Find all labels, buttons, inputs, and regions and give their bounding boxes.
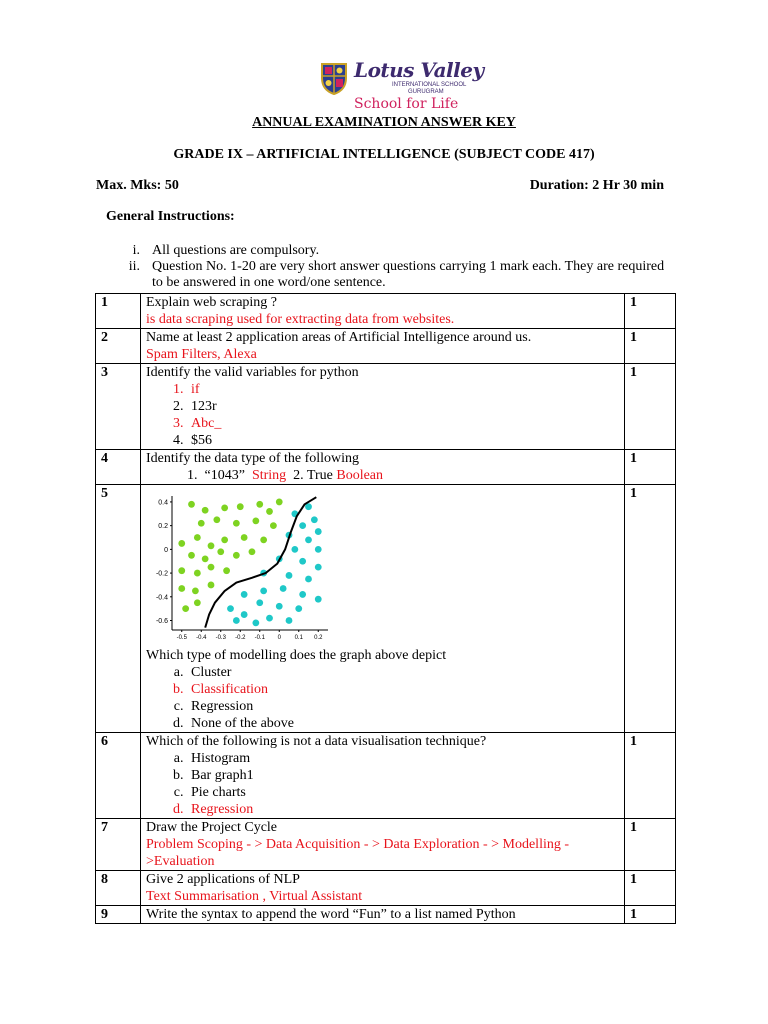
option-item: 2. 123r bbox=[187, 398, 620, 415]
option-item: 3. Abc_ bbox=[187, 415, 620, 432]
school-sub-2: GURUGRAM bbox=[408, 89, 444, 95]
datatype-line bbox=[146, 467, 620, 484]
school-name: Lotus Valley bbox=[354, 58, 484, 82]
options-list bbox=[146, 750, 620, 818]
point-class-a bbox=[213, 516, 220, 523]
doc-subtitle: GRADE IX – ARTIFICIAL INTELLIGENCE (SUBJECT CODE 417) bbox=[173, 147, 595, 162]
x-tick-label: -0.3 bbox=[215, 635, 226, 641]
point-class-b bbox=[260, 587, 267, 594]
table-row bbox=[96, 819, 676, 871]
question-text: Which type of modelling does the graph above depict bbox=[146, 648, 447, 663]
point-class-b bbox=[286, 572, 293, 579]
point-class-b bbox=[305, 576, 312, 583]
school-tagline: School for Life bbox=[354, 96, 459, 112]
school-logo bbox=[316, 56, 484, 114]
point-class-b bbox=[286, 617, 293, 624]
point-class-b bbox=[315, 528, 322, 535]
point-class-b bbox=[252, 619, 259, 626]
point-class-a bbox=[221, 504, 228, 511]
option-item: a. Cluster bbox=[187, 664, 620, 681]
point-class-b bbox=[299, 558, 306, 565]
point-class-b bbox=[256, 599, 263, 606]
point-class-a bbox=[237, 503, 244, 510]
question-text: Which of the following is not a data visualisation technique? bbox=[146, 734, 487, 749]
point-class-a bbox=[194, 570, 201, 577]
options-list bbox=[146, 664, 620, 732]
scatter-plot bbox=[148, 490, 332, 642]
marks: 1 bbox=[625, 329, 676, 364]
table-row bbox=[96, 871, 676, 906]
option-item: c. Regression bbox=[187, 698, 620, 715]
question-cell bbox=[141, 294, 625, 329]
answer-text: Boolean bbox=[336, 468, 384, 483]
duration: Duration: 2 Hr 30 min bbox=[529, 178, 664, 193]
question-text: Give 2 applications of NLP bbox=[146, 872, 300, 887]
y-tick-label: -0.2 bbox=[155, 570, 168, 578]
point-class-b bbox=[315, 596, 322, 603]
instructions-heading: General Instructions: bbox=[106, 209, 235, 224]
point-class-a bbox=[178, 567, 185, 574]
table-row bbox=[96, 294, 676, 329]
doc-title: ANNUAL EXAMINATION ANSWER KEY bbox=[252, 115, 516, 130]
point-class-a bbox=[233, 520, 240, 527]
option-item: 4. $56 bbox=[187, 432, 620, 449]
table-row bbox=[96, 733, 676, 819]
instruction-text: Question No. 1-20 are very short answer questions carrying 1 mark each. They are required to be answered in one word/one sentence. bbox=[152, 259, 665, 290]
question-cell bbox=[141, 906, 625, 924]
point-class-a bbox=[221, 536, 228, 543]
option-item: c. Pie charts bbox=[187, 784, 620, 801]
option-item: d. None of the above bbox=[187, 715, 620, 732]
point-class-a bbox=[256, 501, 263, 508]
instructions-list bbox=[112, 243, 672, 291]
question-cell bbox=[141, 733, 625, 819]
point-class-b bbox=[227, 605, 234, 612]
item-prefix: 1. bbox=[187, 468, 198, 483]
option-item: b. Classification bbox=[187, 681, 620, 698]
question-cell bbox=[141, 485, 625, 733]
answer-text: is data scraping used for extracting data from websites. bbox=[146, 312, 455, 327]
point-class-a bbox=[276, 499, 283, 506]
option-item: 1. if bbox=[187, 381, 620, 398]
question-cell bbox=[141, 364, 625, 450]
point-class-a bbox=[270, 522, 277, 529]
point-class-b bbox=[233, 617, 240, 624]
question-text: Explain web scraping ? bbox=[146, 295, 278, 310]
marks: 1 bbox=[625, 485, 676, 733]
option-item: a. Histogram bbox=[187, 750, 620, 767]
x-tick-label: 0.1 bbox=[294, 635, 303, 641]
crest-icon bbox=[316, 60, 352, 96]
question-number: 6 bbox=[96, 733, 141, 819]
point-class-b bbox=[299, 522, 306, 529]
point-class-a bbox=[178, 585, 185, 592]
option-item: b. Bar graph1 bbox=[187, 767, 620, 784]
question-number: 4 bbox=[96, 450, 141, 485]
y-tick-label: -0.6 bbox=[155, 618, 168, 626]
table-row bbox=[96, 329, 676, 364]
question-number: 3 bbox=[96, 364, 141, 450]
instruction-number: ii. bbox=[128, 259, 140, 274]
max-marks: Max. Mks: 50 bbox=[96, 178, 179, 193]
question-number: 2 bbox=[96, 329, 141, 364]
item-prefix: 2. True bbox=[293, 468, 333, 483]
marks: 1 bbox=[625, 733, 676, 819]
point-class-a bbox=[182, 605, 189, 612]
point-class-a bbox=[233, 552, 240, 559]
point-class-a bbox=[260, 536, 267, 543]
question-number: 9 bbox=[96, 906, 141, 924]
question-number: 1 bbox=[96, 294, 141, 329]
x-tick-label: 0.2 bbox=[314, 635, 323, 641]
point-class-a bbox=[208, 542, 215, 549]
options-list bbox=[146, 381, 620, 449]
point-class-b bbox=[276, 603, 283, 610]
x-tick-label: -0.2 bbox=[235, 635, 246, 641]
y-tick-label: -0.4 bbox=[155, 594, 168, 602]
answer-text: Spam Filters, Alexa bbox=[146, 347, 257, 362]
point-class-a bbox=[249, 548, 256, 555]
x-tick-label: -0.4 bbox=[196, 635, 207, 641]
question-cell bbox=[141, 450, 625, 485]
question-number: 5 bbox=[96, 485, 141, 733]
point-class-a bbox=[194, 534, 201, 541]
point-class-a bbox=[188, 501, 195, 508]
point-class-b bbox=[266, 615, 273, 622]
instruction-item bbox=[112, 243, 672, 259]
point-class-a bbox=[198, 520, 205, 527]
point-class-a bbox=[192, 587, 199, 594]
question-cell bbox=[141, 819, 625, 871]
x-tick-label: -0.1 bbox=[254, 635, 265, 641]
option-item: d. Regression bbox=[187, 801, 620, 818]
point-class-a bbox=[194, 599, 201, 606]
instruction-item bbox=[112, 259, 672, 291]
answer-text: Problem Scoping - > Data Acquisition - > Data Exploration - > Modelling - >Evaluation bbox=[146, 837, 570, 869]
question-number: 7 bbox=[96, 819, 141, 871]
marks: 1 bbox=[625, 450, 676, 485]
question-text: Draw the Project Cycle bbox=[146, 820, 278, 835]
table-row bbox=[96, 364, 676, 450]
instruction-text: All questions are compulsory. bbox=[152, 243, 320, 258]
y-tick-label: 0.4 bbox=[158, 499, 168, 507]
point-class-a bbox=[208, 564, 215, 571]
marks: 1 bbox=[625, 906, 676, 924]
school-sub-1: INTERNATIONAL SCHOOL bbox=[392, 82, 467, 88]
point-class-b bbox=[299, 591, 306, 598]
point-class-a bbox=[178, 540, 185, 547]
question-cell bbox=[141, 329, 625, 364]
point-class-a bbox=[202, 555, 209, 562]
x-tick-label: 0 bbox=[277, 635, 281, 641]
answer-text: Text Summarisation , Virtual Assistant bbox=[146, 889, 363, 904]
point-class-b bbox=[241, 591, 248, 598]
question-text: Name at least 2 application areas of Artificial Intelligence around us. bbox=[146, 330, 532, 345]
point-class-b bbox=[291, 546, 298, 553]
question-text: Identify the valid variables for python bbox=[146, 365, 359, 380]
point-class-b bbox=[305, 536, 312, 543]
answer-key-table bbox=[95, 293, 676, 924]
table-row bbox=[96, 485, 676, 733]
answer-text: String bbox=[251, 468, 287, 483]
question-text: Identify the data type of the following bbox=[146, 451, 360, 466]
point-class-a bbox=[266, 508, 273, 515]
point-class-b bbox=[315, 564, 322, 571]
marks: 1 bbox=[625, 819, 676, 871]
marks: 1 bbox=[625, 294, 676, 329]
point-class-b bbox=[315, 546, 322, 553]
question-text: Write the syntax to append the word “Fun” to a list named Python bbox=[146, 907, 516, 922]
point-class-b bbox=[280, 585, 287, 592]
point-class-a bbox=[217, 548, 224, 555]
y-tick-label: 0 bbox=[164, 546, 168, 554]
point-class-a bbox=[188, 552, 195, 559]
instruction-number: i. bbox=[132, 243, 140, 258]
question-cell bbox=[141, 871, 625, 906]
point-class-a bbox=[208, 582, 215, 589]
marks: 1 bbox=[625, 871, 676, 906]
table-row bbox=[96, 450, 676, 485]
table-row bbox=[96, 906, 676, 924]
point-class-b bbox=[241, 611, 248, 618]
question-number: 8 bbox=[96, 871, 141, 906]
point-class-b bbox=[295, 605, 302, 612]
point-class-b bbox=[311, 516, 318, 523]
y-tick-label: 0.2 bbox=[158, 523, 168, 531]
point-class-a bbox=[223, 567, 230, 574]
marks: 1 bbox=[625, 364, 676, 450]
point-class-a bbox=[241, 534, 248, 541]
x-tick-label: -0.5 bbox=[176, 635, 187, 641]
item-value: “1043” bbox=[204, 468, 245, 483]
point-class-a bbox=[202, 507, 209, 514]
point-class-a bbox=[252, 518, 259, 525]
